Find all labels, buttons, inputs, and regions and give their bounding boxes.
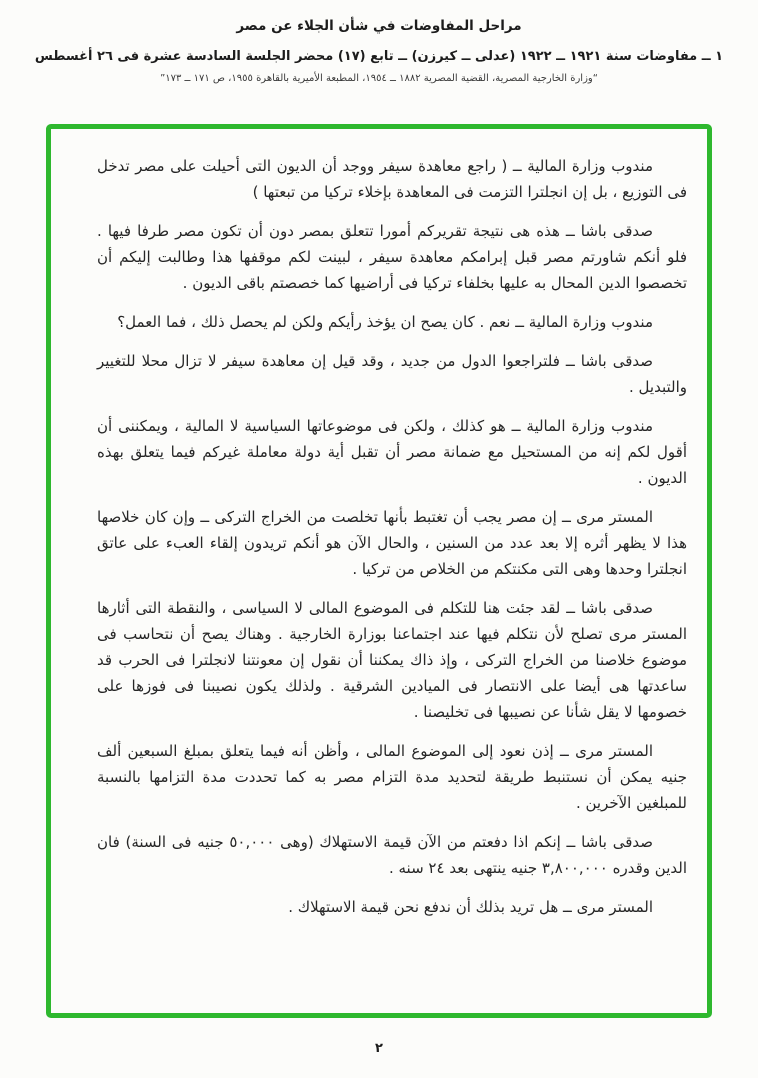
dialogue-paragraph-finance-delegate-2: مندوب وزارة المالية ــ نعم . كان يصح ان يؤخذ رأيكم ولكن لم يحصل ذلك ، فما العمل؟ [117, 313, 653, 331]
dialogue-paragraph-sidqi-pasha-1: صدقى باشا ــ هذه هى نتيجة تقريركم أمورا تتعلق بمصر دون أن تكون مصر طرفا فيها . فلو أنكم شاورتم مصر قبل إبرامكم معاهدة سيفر ، لبينت لكم موقفها هذا وطالبت إليكم أن تخصصوا الدين المحال به عليها بخلفاء تركيا فى أراضيها كما خصصتم باقى الديون . [97, 222, 687, 292]
page-number: ٢ [375, 1041, 383, 1056]
dialogue-paragraph-mr-murray-1: المستر مرى ــ إن مصر يجب أن تغتبط بأنها تخلصت من الخراج التركى ــ وإن كان خلاصها هذا لا يظهر أثره إلا بعد عدد من السنين ، والحال الآن هو أنكم تريدون إلقاء العبء على عاتق انجلترا وحدها وهى التى مكنتكم من الخلاص من تركيا . [97, 508, 687, 578]
page-header [0, 0, 758, 84]
dialogue-paragraph-finance-delegate-3: مندوب وزارة المالية ــ هو كذلك ، ولكن فى موضوعاتها السياسية لا المالية ، ويمكننى أن أقول لكم إنه من المستحيل مع ضمانة مصر أن تقبل أية دولة معاملة غيركم فيما يتعلق بهذه الديون . [97, 417, 687, 487]
dialogue-paragraph-finance-delegate-1: مندوب وزارة المالية ــ ( راجع معاهدة سيفر ووجد أن الديون التى أحيلت على مصر تدخل فى التوزيع ، بل إن انجلترا التزمت فى المعاهدة بإخلاء تركيا من تبعتها ) [97, 157, 687, 201]
dialogue-paragraph-sidqi-pasha-4: صدقى باشا ــ إنكم اذا دفعتم من الآن قيمة الاستهلاك (وهى ٥٠,٠٠٠ جنيه فى السنة) فان الدين وقدره ٣,٨٠٠,٠٠٠ جنيه ينتهى بعد ٢٤ سنه . [97, 833, 687, 877]
dialogue-paragraph-mr-murray-3: المستر مرى ــ هل تريد بذلك أن ندفع نحن قيمة الاستهلاك . [288, 898, 653, 916]
dialogue-text [51, 129, 707, 940]
source-citation: “وزارة الخارجية المصرية، القضية المصرية ١٨٨٢ ــ ١٩٥٤، المطبعة الأميرية بالقاهرة ١٩٥٥، ص ١٧١ ــ ١٧٣” [160, 73, 598, 84]
highlight-box [46, 124, 712, 1018]
session-heading: ١ ــ مفاوضات سنة ١٩٢١ ــ ١٩٢٢ (عدلى ــ كيرزن) ــ تابع (١٧) محضر الجلسة السادسة عشرة فى ٢٦ أغسطس [34, 49, 724, 64]
dialogue-paragraph-sidqi-pasha-3: صدقى باشا ــ لقد جئت هنا للتكلم فى الموضوع المالى لا السياسى ، والنقطة التى أثارها المستر مرى تصلح لأن نتكلم فيها عند اجتماعنا بوزارة الخارجية . وهناك يصح أن نتحاسب فى موضوع خلاصنا من الخراج التركى ، وإذ ذاك يمكننا أن نقول إن معونتنا لانجلترا فى الحرب قد ساعدتها هى أيضا على الانتصار فى الميادين الشرقية . ولذلك يكون نصيبنا فى فوزها على خصومها لا يقل شأنا عن نصيبها فى تخليصنا . [97, 599, 687, 721]
dialogue-paragraph-sidqi-pasha-2: صدقى باشا ــ فلتراجعوا الدول من جديد ، وقد قيل إن معاهدة سيفر لا تزال محلا للتغيير والتبديل . [97, 352, 687, 396]
dialogue-paragraph-mr-murray-2: المستر مرى ــ إذن نعود إلى الموضوع المالى ، وأظن أنه فيما يتعلق بمبلغ السبعين ألف جنيه يمكن أن نستنبط طريقة لتحديد مدة التزام مصر به كما تحددت مدة التزامها بالنسبة للمبلغين الآخرين . [97, 742, 687, 812]
document-title: مراحل المفاوضات في شأن الجلاء عن مصر [236, 18, 522, 34]
